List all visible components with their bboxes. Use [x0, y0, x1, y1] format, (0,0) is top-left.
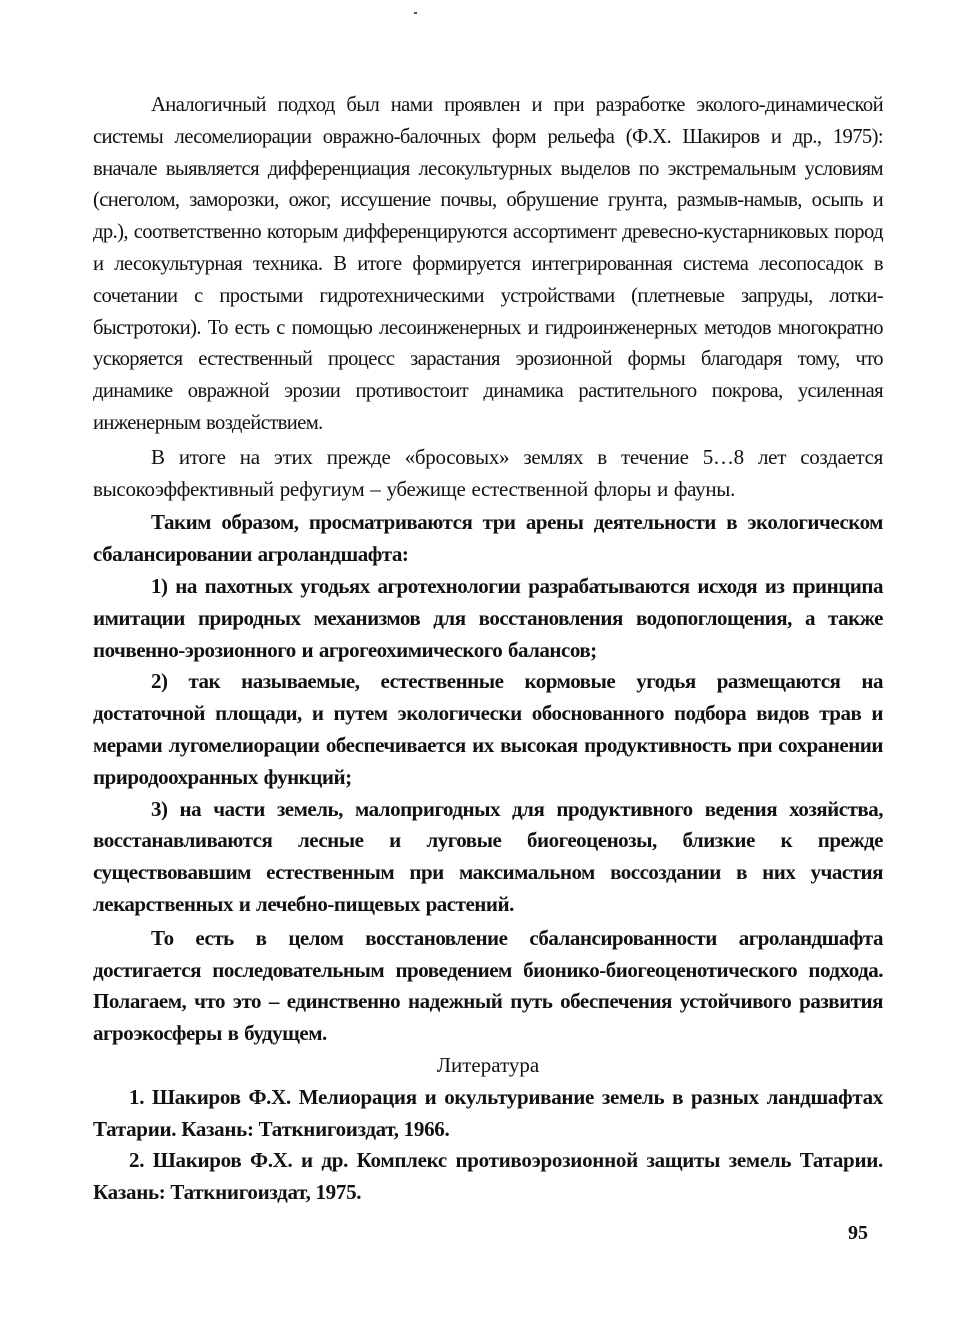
paragraph-ravine-forestry: Аналогичный подход был нами проявлен и при разработке эколого-динамической системы лесомелиорации овражно-балочных форм рельефа (Ф.Х. Шакиров и др., 1975): вначале выявляется дифференциация лесокультурных выделов по экстремальным условиям (снеголом, заморозки, ожог, иссушение почвы, обрушение грунта, размыв-намыв, осыпь и др.), соответственно которым дифференцируются ассортимент древесно-кустарниковых пород и лесокультурная техника. В итоге формируется интегрированная система лесопосадок в сочетании с простыми гидротехническими устройствами (плетневые запруды, лотки-быстротоки). То есть с помощью лесоинженерных и гидроинженерных методов многократно ускоряется естественный процесс зарастания эрозионной формы благодаря тому, что динамике овражной эрозии противостоит динамика растительного покрова, усиленная инженерным воздействием. — [93, 94, 883, 434]
reference-item-2: 2. Шакиров Ф.Х. и др. Комплекс противоэрозионной защиты земель Татарии. Казань: Таткнигоиздат, 1975. — [93, 1148, 883, 1205]
references-heading: Литература — [436, 1052, 540, 1077]
list-item-marginal-lands: 3) на части земель, малопригодных для продуктивного ведения хозяйства, восстанавливаются лесные и луговые биогеоценозы, близкие к прежде существовавшим естественным при максимальном воссоздании в них участия лекарственных и лечебно-пищевых растений. — [93, 796, 883, 916]
list-item-forage-lands: 2) так называемые, естественные кормовые угодья размещаются на достаточной площади, и путем экологически обоснованного подбора видов трав и мерами лугомелиорации обеспечивается их высокая продуктивность при сохранении природоохранных функций; — [93, 669, 883, 789]
scan-mark — [414, 12, 417, 14]
reference-item-1: 1. Шакиров Ф.Х. Мелиорация и окультуривание земель в разных ландшафтах Татарии. Казань: Таткнигоиздат, 1966. — [93, 1084, 883, 1141]
body-text — [93, 90, 883, 1209]
list-item-arable-lands: 1) на пахотных угодьях агротехнологии разрабатываются исходя из принципа имитации природных механизмов для восстановления водопоглощения, а также почвенно-эрозионного и агрогеохимического балансов; — [93, 573, 883, 662]
paragraph-three-arenas: Таким образом, просматриваются три арены деятельности в экологическом сбалансировании агроландшафта: — [93, 510, 883, 567]
page-number: 95 — [848, 1222, 868, 1244]
paragraph-conclusion: То есть в целом восстановление сбалансированности агроландшафта достигается последовательным проведением бионико-биогеоценотического подхода. Полагаем, что это – единственно надежный путь обеспечения устойчивого развития агроэкосферы в будущем. — [93, 925, 883, 1046]
paragraph-refugium: В итоге на этих прежде «бросовых» землях в течение 5…8 лет создается высокоэффективный рефугиум – убежище естественной флоры и фауны. — [93, 444, 883, 501]
